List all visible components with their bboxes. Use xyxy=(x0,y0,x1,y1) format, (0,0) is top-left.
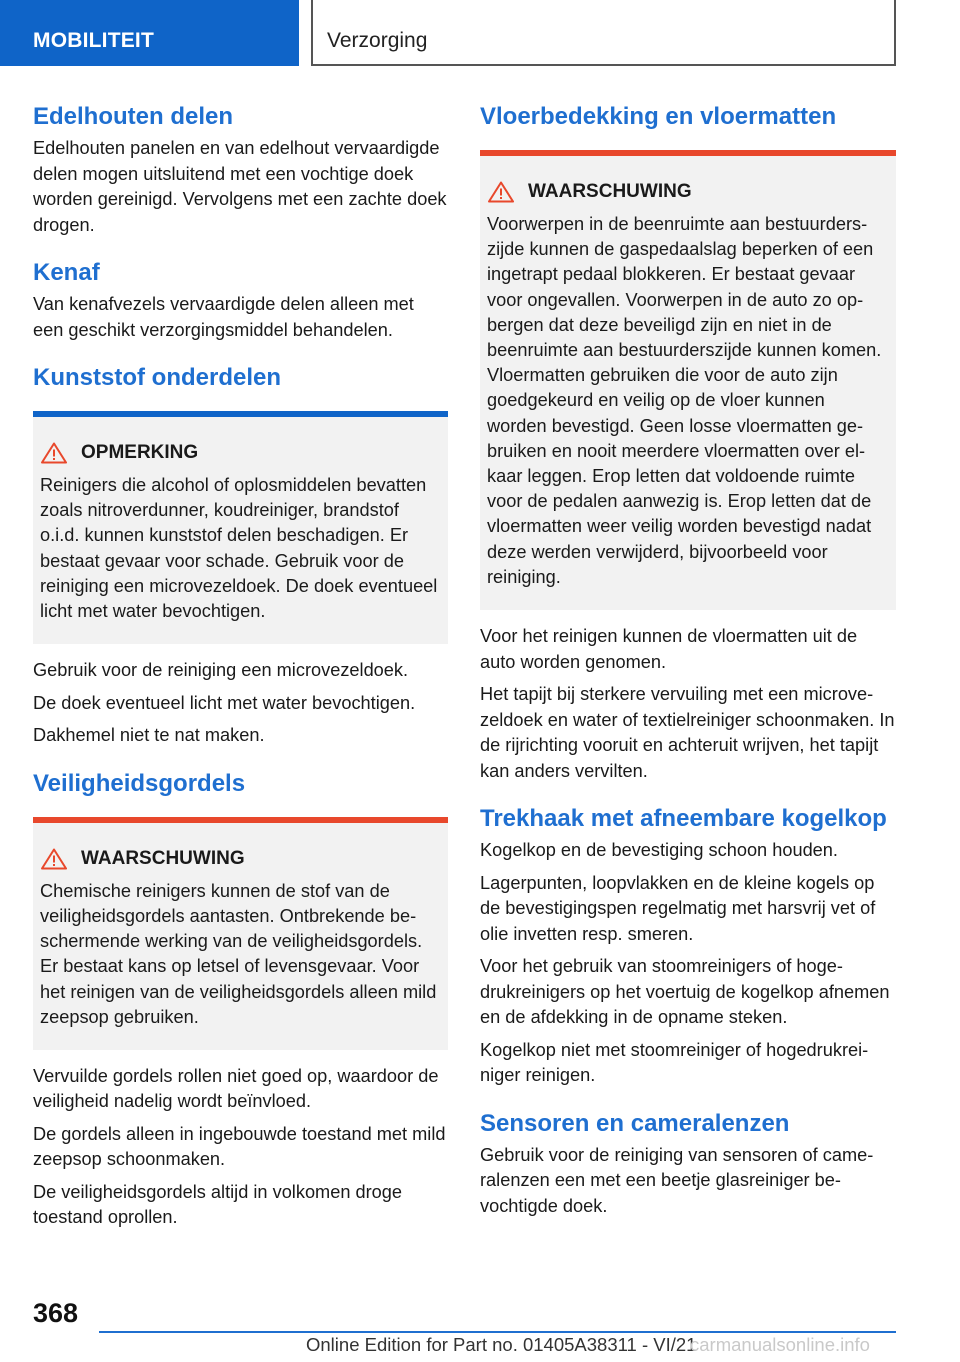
section-kenaf xyxy=(33,258,448,343)
paragraph: Vervuilde gordels rollen niet goed op, waardoor de veiligheid nadelig wordt beïnvloed. xyxy=(33,1065,439,1112)
section-title: Edelhouten delen xyxy=(33,103,234,130)
paragraph: Van kenafvezels vervaardigde delen alleen met een geschikt verzorgingsmiddel behandelen. xyxy=(33,294,414,340)
paragraph: De doek eventueel licht met water bevochtigen. xyxy=(33,692,416,713)
notice-label: WAARSCHUWING xyxy=(81,847,245,869)
notice-header xyxy=(40,847,440,871)
section-title: Vloerbedekking en vloermatten xyxy=(480,103,837,130)
warning-box xyxy=(480,150,896,610)
section-sensoren xyxy=(480,1109,896,1220)
notice-box xyxy=(33,411,448,644)
section-kunststof xyxy=(33,363,448,749)
header-chapter-tab xyxy=(311,0,896,66)
paragraph: Voor het gebruik van stoomreinigers of hogedrukreinigers op het voertuig de kogelkop afnemen en de afdekking in de opname steken. xyxy=(480,956,890,1028)
paragraph: Het tapijt bij sterkere vervuiling met een microvezeldoek en water of textielreiniger schoonmaken. In de rijrichting vooruit en achteruit wrijven, het tapijt kan anders vervilten. xyxy=(480,684,895,781)
header-section-tab xyxy=(0,0,299,66)
left-column xyxy=(33,102,448,1251)
watermark: carmanualsonline.info xyxy=(690,1334,870,1355)
paragraph: Lagerpunten, loopvlakken en de kleine kogels op de bevestigingspen regelmatig met harsvrij vet of olie invetten resp. smeren. xyxy=(480,872,876,944)
section-edelhouten xyxy=(33,102,448,238)
section-title: Sensoren en cameralenzen xyxy=(480,1109,790,1137)
warning-triangle-icon xyxy=(488,181,514,203)
section-veiligheidsgordels xyxy=(33,769,448,1231)
header-section-label: MOBILITEIT xyxy=(33,29,154,52)
paragraph: Kogelkop en de bevestiging schoon houden. xyxy=(480,840,838,861)
notice-header xyxy=(487,180,888,204)
section-trekhaak xyxy=(480,804,896,1089)
notice-label: OPMERKING xyxy=(81,442,199,463)
notice-label: WAARSCHUWING xyxy=(528,181,692,202)
paragraph: Dakhemel niet te nat maken. xyxy=(33,725,265,746)
section-title: Veiligheidsgordels xyxy=(33,769,246,797)
warning-box xyxy=(33,817,448,1050)
paragraph: De veiligheidsgordels altijd in volkomen droge toestand oprollen. xyxy=(33,1181,403,1228)
page-number: 368 xyxy=(33,1298,79,1328)
paragraph: Gebruik voor de reiniging van sensoren of cameralenzen een met een beetje glasreiniger bevochtigde doek. xyxy=(480,1144,874,1216)
footer-edition: Online Edition for Part no. 01405A38311 - VI/21 xyxy=(306,1334,697,1355)
warning-triangle-icon xyxy=(41,442,67,464)
header-chapter-label: Verzorging xyxy=(327,29,428,52)
notice-text: Voorwerpen in de beenruimte aan bestuurderszijde kunnen de gaspedaalslag beperken of een ingetrapt pedaal blokkeren. Er bestaat gevaar voor ongevallen. Voorwerpen in de auto zo opbergen dat deze beveiligd zijn en niet in de beenruimte aan bestuurderszijde kunnen komen. Vloermatten gebruiken die voor de auto zijn goedgekeurd en veilig op de vloer kunnen worden bevestigd. Geen losse vloermatten gebruiken en nooit meerdere vloermatten over elkaar leggen. Erop letten dat voldoende ruimte voor de pedalen aanwezig is. Erop letten dat de vloermatten weer veilig worden bevestigd nadat deze werden verwijderd, bijvoorbeeld voor reiniging. xyxy=(487,214,882,587)
paragraph: De gordels alleen in ingebouwde toestand met mild zeepsop schoonmaken. xyxy=(33,1123,446,1170)
warning-triangle-icon xyxy=(41,848,67,870)
notice-header xyxy=(40,441,440,465)
paragraph: Kogelkop niet met stoomreiniger of hogedrukreiniger reinigen. xyxy=(480,1039,869,1086)
right-column xyxy=(480,102,896,1239)
section-vloerbedekking xyxy=(480,102,896,784)
footer-divider xyxy=(99,1331,896,1333)
section-title: Kenaf xyxy=(33,259,100,286)
paragraph: Edelhouten panelen en van edelhout vervaardigde delen mogen uitsluitend met een vochtige doek worden gereinigd. Vervolgens met een zachte doek drogen. xyxy=(33,138,447,235)
section-title: Kunststof onderdelen xyxy=(33,364,282,391)
section-title: Trekhaak met afneembare kogelkop xyxy=(480,805,887,833)
paragraph: Voor het reinigen kunnen de vloermatten uit de auto worden genomen. xyxy=(480,626,858,672)
notice-text: Reinigers die alcohol of oplosmiddelen bevatten zoals nitroverdunner, koudreiniger, brandstof o.i.d. kunnen kunststof delen beschadigen. Er bestaat gevaar voor schade. Gebruik voor de reiniging een microvezeldoek. De doek eventueel licht met water bevochtigen. xyxy=(40,475,438,622)
paragraph: Gebruik voor de reiniging een microvezeldoek. xyxy=(33,660,409,681)
notice-text: Chemische reinigers kunnen de stof van de veiligheidsgordels aantasten. Ontbrekende beschermende werking van de veiligheidsgordels. Er bestaat kans op letsel of levensgevaar. Voor het reinigen van de veiligheidsgordels alleen mild zeepsop gebruiken. xyxy=(40,880,437,1027)
